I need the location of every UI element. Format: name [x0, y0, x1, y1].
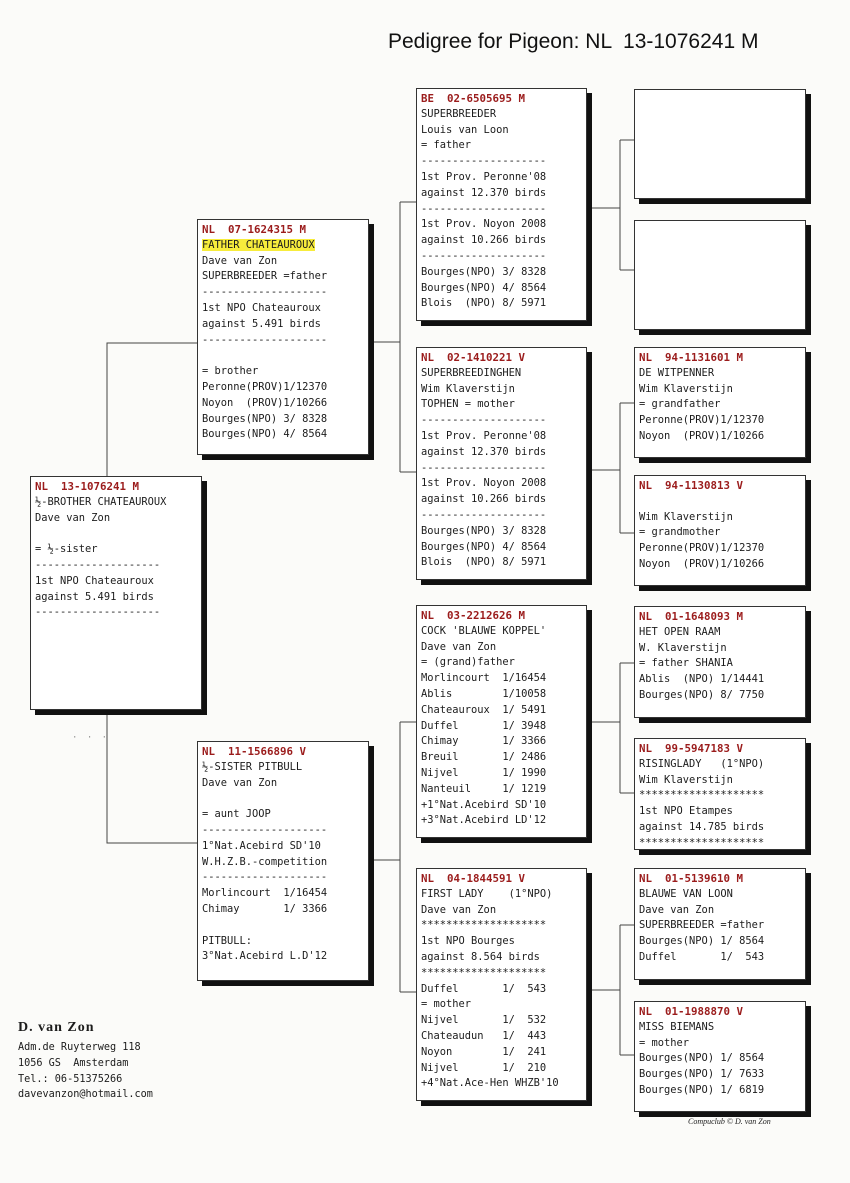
pigeon-card-mff	[634, 606, 806, 718]
card-line: --------------------	[202, 333, 328, 346]
card-line: = mother	[639, 1036, 690, 1049]
card-line: SUPERBREEDER =father	[639, 919, 765, 932]
card-line	[202, 348, 368, 364]
pigeon-card-mm	[416, 868, 587, 1101]
card-line: --------------------	[35, 558, 161, 571]
card-line: Dave van Zon	[35, 511, 111, 524]
card-line: Bourges(NPO) 8/ 7750	[639, 688, 765, 701]
card-line: Bourges(NPO) 3/ 8328	[421, 524, 547, 537]
card-line: SUPERBREEDER	[421, 107, 497, 120]
pigeon-card-subject	[30, 476, 202, 710]
pigeon-card-ffm	[634, 220, 806, 330]
ring-number: NL 07-1624315 M	[202, 223, 307, 236]
card-line: against 12.370 birds	[421, 445, 547, 458]
card-line: RISINGLADY (1°NPO)	[639, 757, 765, 770]
card-line: --------------------	[35, 606, 161, 619]
pigeon-card-fff	[634, 89, 806, 199]
card-line: ********************	[421, 966, 547, 979]
card-line: Chateaudun 1/ 443	[421, 1029, 547, 1042]
card-line: +1°Nat.Acebird SD'10	[421, 798, 547, 811]
breeder-email[interactable]: davevanzon@hotmail.com	[18, 1089, 153, 1101]
card-line: against 10.266 birds	[421, 493, 547, 506]
card-line: ********************	[639, 789, 765, 802]
card-line: 1st Prov. Noyon 2008	[421, 477, 547, 490]
card-line: Blois (NPO) 8/ 5971	[421, 556, 547, 569]
card-line: Wim Klaverstijn	[639, 510, 733, 523]
card-line: ½-BROTHER CHATEAUROUX	[35, 495, 167, 508]
card-line: Noyon (PROV)1/10266	[202, 396, 328, 409]
pigeon-card-mf	[416, 605, 587, 838]
ring-number: NL 04-1844591 V	[421, 872, 526, 885]
card-line: Bourges(NPO) 1/ 7633	[639, 1068, 765, 1081]
card-line: Dave van Zon	[202, 776, 278, 789]
card-line: Chateauroux 1/ 5491	[421, 703, 547, 716]
card-line: --------------------	[421, 461, 547, 474]
card-line: Bourges(NPO) 1/ 6819	[639, 1083, 765, 1096]
card-line: Noyon (PROV)1/10266	[639, 429, 765, 442]
card-line: Bourges(NPO) 4/ 8564	[202, 428, 328, 441]
card-line: W. Klaverstijn	[639, 641, 727, 654]
ring-number: NL 03-2212626 M	[421, 609, 526, 622]
card-line: ********************	[639, 836, 765, 849]
card-line: against 12.370 birds	[421, 186, 547, 199]
card-line: = grandfather	[639, 398, 721, 411]
ring-number: NL 01-1988870 V	[639, 1005, 744, 1018]
card-line: HET OPEN RAAM	[639, 625, 721, 638]
card-line: Bourges(NPO) 4/ 8564	[421, 281, 547, 294]
card-line: ********************	[421, 919, 547, 932]
pigeon-card-father	[197, 219, 369, 455]
card-line: against 5.491 birds	[35, 590, 154, 603]
card-line: Peronne(PROV)1/12370	[202, 380, 328, 393]
ring-number: NL 94-1131601 M	[639, 351, 744, 364]
card-line: = mother	[421, 998, 472, 1011]
card-line: Bourges(NPO) 1/ 8564	[639, 935, 765, 948]
card-line: +3°Nat.Acebird LD'12	[421, 814, 547, 827]
scan-dots: · · ·	[72, 733, 110, 743]
ring-number: BE 02-6505695 M	[421, 92, 526, 105]
card-line: Nijvel 1/ 1990	[421, 766, 547, 779]
card-line: 1st NPO Chateauroux	[202, 301, 321, 314]
card-line: Wim Klaverstijn	[421, 382, 515, 395]
card-line: against 8.564 birds	[421, 950, 540, 963]
card-line: Nijvel 1/ 210	[421, 1061, 547, 1074]
card-line: Duffel 1/ 543	[421, 982, 547, 995]
card-line: TOPHEN = mother	[421, 398, 515, 411]
card-line: Chimay 1/ 3366	[202, 902, 328, 915]
breeder-address-line: Adm.de Ruyterweg 118	[18, 1042, 141, 1053]
card-line: --------------------	[421, 249, 547, 262]
card-line: Nanteuil 1/ 1219	[421, 782, 547, 795]
card-line: Noyon 1/ 241	[421, 1045, 547, 1058]
card-line: 1st NPO Etampes	[639, 805, 733, 818]
card-line: = brother	[202, 365, 259, 378]
card-line: Wim Klaverstijn	[639, 382, 733, 395]
pigeon-card-fmm	[634, 475, 806, 586]
card-line: Dave van Zon	[639, 903, 715, 916]
card-line: +4°Nat.Ace-Hen WHZB'10	[421, 1077, 559, 1090]
card-line: against 14.785 birds	[639, 820, 765, 833]
card-line: = aunt JOOP	[202, 808, 271, 821]
card-line: DE WITPENNER	[639, 366, 715, 379]
card-line: --------------------	[421, 508, 547, 521]
card-line: --------------------	[202, 286, 328, 299]
card-line: 1°Nat.Acebird SD'10	[202, 839, 321, 852]
card-line: Ablis 1/10058	[421, 687, 547, 700]
card-line: Duffel 1/ 3948	[421, 719, 547, 732]
card-line: Dave van Zon	[421, 640, 497, 653]
card-line: Noyon (PROV)1/10266	[639, 557, 765, 570]
card-line	[35, 526, 201, 542]
card-line: --------------------	[421, 155, 547, 168]
card-line: --------------------	[202, 871, 328, 884]
card-line: = father SHANIA	[639, 657, 733, 670]
card-line: Bourges(NPO) 4/ 8564	[421, 540, 547, 553]
breeder-phone: Tel.: 06-51375266	[18, 1073, 123, 1085]
pigeon-card-ff	[416, 88, 587, 321]
card-line: = father	[421, 139, 472, 152]
card-line: SUPERBREEDINGHEN	[421, 366, 522, 379]
breeder-info	[18, 1020, 153, 1103]
card-line: BLAUWE VAN LOON	[639, 887, 733, 900]
pigeon-card-mfm	[634, 738, 806, 850]
card-line: against 10.266 birds	[421, 234, 547, 247]
card-line: against 5.491 birds	[202, 317, 321, 330]
card-line: Bourges(NPO) 3/ 8328	[202, 412, 328, 425]
card-line: Dave van Zon	[421, 903, 497, 916]
card-line: 3°Nat.Acebird L.D'12	[202, 950, 328, 963]
card-line: Nijvel 1/ 532	[421, 1014, 547, 1027]
card-line: Dave van Zon	[202, 254, 278, 267]
pigeon-card-fmf	[634, 347, 806, 458]
card-line: = grandmother	[639, 526, 721, 539]
card-line: --------------------	[421, 202, 547, 215]
card-line: Morlincourt 1/16454	[202, 887, 328, 900]
card-line: COCK 'BLAUWE KOPPEL'	[421, 624, 547, 637]
pigeon-card-mother	[197, 741, 369, 981]
card-line: = (grand)father	[421, 656, 515, 669]
card-line: Peronne(PROV)1/12370	[639, 542, 765, 555]
card-line: ½-SISTER PITBULL	[202, 760, 303, 773]
card-line: 1st Prov. Noyon 2008	[421, 218, 547, 231]
ring-number: NL 11-1566896 V	[202, 745, 307, 758]
card-line: Morlincourt 1/16454	[421, 672, 547, 685]
highlighted-name: FATHER CHATEAUROUX	[202, 238, 315, 251]
card-line: Ablis (NPO) 1/14441	[639, 673, 765, 686]
card-line	[639, 494, 805, 510]
card-line: PITBULL:	[202, 934, 253, 947]
card-line: 1st NPO Chateauroux	[35, 574, 154, 587]
card-line: = ½-sister	[35, 543, 98, 556]
card-line: 1st NPO Bourges	[421, 935, 515, 948]
card-line: 1st Prov. Peronne'08	[421, 170, 547, 183]
breeder-address-line: 1056 GS Amsterdam	[18, 1057, 129, 1069]
card-line	[202, 918, 368, 934]
ring-number: NL 01-1648093 M	[639, 610, 744, 623]
card-line: Peronne(PROV)1/12370	[639, 414, 765, 427]
card-line: --------------------	[202, 823, 328, 836]
card-line: Louis van Loon	[421, 123, 509, 136]
page-title: Pedigree for Pigeon: NL 13-1076241 M	[388, 30, 759, 53]
ring-number: NL 02-1410221 V	[421, 351, 526, 364]
card-line: Blois (NPO) 8/ 5971	[421, 297, 547, 310]
card-line: --------------------	[421, 414, 547, 427]
card-line	[202, 791, 368, 807]
card-line: Chimay 1/ 3366	[421, 735, 547, 748]
card-line: Breuil 1/ 2486	[421, 751, 547, 764]
footer-credit: Compuclub © D. van Zon	[688, 1117, 771, 1126]
pigeon-card-fm	[416, 347, 587, 580]
card-line: W.H.Z.B.-competition	[202, 855, 328, 868]
pigeon-card-mmf	[634, 868, 806, 980]
pigeon-card-mmm	[634, 1001, 806, 1112]
card-line: SUPERBREEDER =father	[202, 270, 328, 283]
card-line: FIRST LADY (1°NPO)	[421, 887, 553, 900]
ring-number: NL 01-5139610 M	[639, 872, 744, 885]
card-line: MISS BIEMANS	[639, 1020, 715, 1033]
ring-number: NL 13-1076241 M	[35, 480, 140, 493]
card-line: Bourges(NPO) 3/ 8328	[421, 265, 547, 278]
card-line: 1st Prov. Peronne'08	[421, 429, 547, 442]
card-line: Bourges(NPO) 1/ 8564	[639, 1052, 765, 1065]
ring-number: NL 94-1130813 V	[639, 479, 744, 492]
breeder-name: D. van Zon	[18, 1020, 95, 1035]
card-line: Wim Klaverstijn	[639, 773, 733, 786]
card-line: Duffel 1/ 543	[639, 950, 765, 963]
ring-number: NL 99-5947183 V	[639, 742, 744, 755]
